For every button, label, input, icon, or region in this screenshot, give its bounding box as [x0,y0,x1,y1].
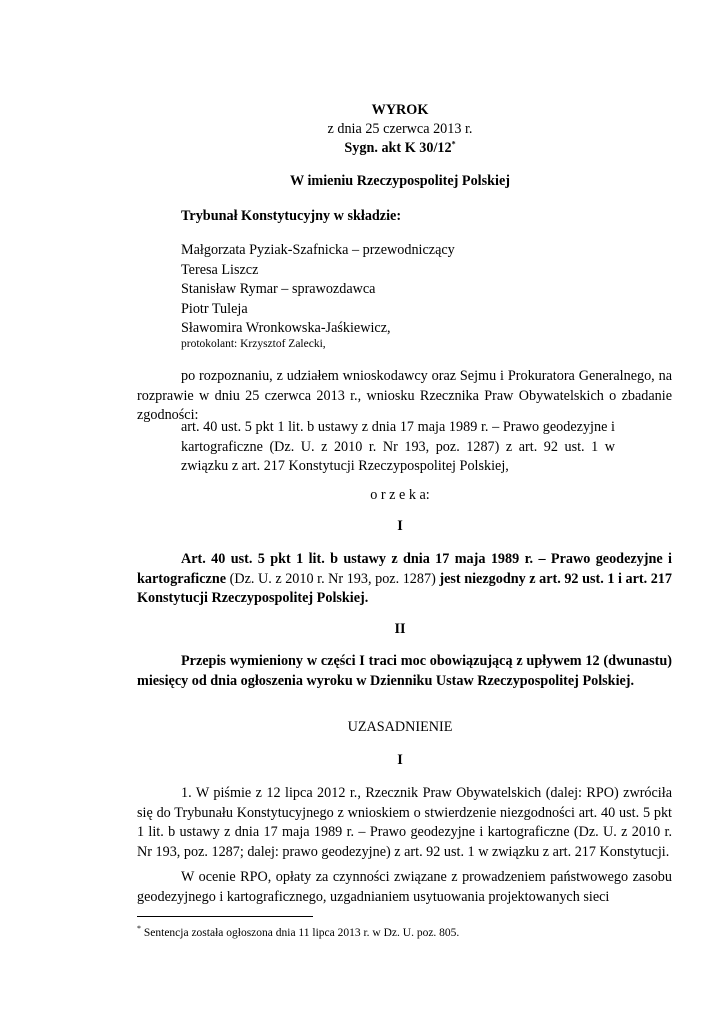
ruling-part-2-text: Przepis wymieniony w części I traci moc obowiązującą z upływem 12 (dwunastu) miesięcy od dnia ogłoszenia wyroku w Dzienniku Ustaw Rzeczypospolitej Polskiej. [137,653,672,689]
composition-intro: Trybunał Konstytucyjny w składzie: [181,208,402,224]
ruling-part-1-text: Art. 40 ust. 5 pkt 1 lit. b ustawy z dnia 17 maja 1989 r. – Prawo geodezyjne i kartograficzne (Dz. U. z 2010 r. Nr 193, poz. 1287) jest niezgodny z art. 92 ust. 1 i art. 217 Konstytucji Rzeczypospolitej Polskiej. [137,551,672,607]
justification-heading: UZASADNIENIE [347,719,453,735]
member-line: Stanisław Rymar – sprawozdawca [181,281,376,298]
member-line: Sławomira Wronkowska-Jaśkiewicz, [181,320,391,337]
members-list [181,241,455,339]
member-line: Piotr Tuleja [181,300,248,317]
in-name-heading: W imieniu Rzeczypospolitej Polskiej [289,173,511,189]
document-title: WYROK [371,102,429,118]
proceedings-paragraph: po rozpoznaniu, z udziałem wnioskodawcy oraz Sejmu i Prokuratora Generalnego, na rozprawie w dniu 25 czerwca 2013 r., wniosku Rzecznika Praw Obywatelskich o zbadanie zgodności: [137,368,672,424]
ruling-word: o r z e k a: [370,487,430,503]
clerk-line: protokolant: Krzysztof Zalecki, [181,338,326,350]
footnote-separator [137,916,313,917]
ruling-part-1-heading: I [397,518,403,534]
document-date: z dnia 25 czerwca 2013 r. [327,121,473,137]
footnote: * Sentencja została ogłoszona dnia 11 lipca 2013 r. w Dz. U. poz. 805. [137,924,460,939]
member-line: Małgorzata Pyziak-Szafnicka – przewodniczący [181,242,455,258]
review-subject: art. 40 ust. 5 pkt 1 lit. b ustawy z dnia 17 maja 1989 r. – Prawo geodezyjne i kartograficzne (Dz. U. z 2010 r. Nr 193, poz. 1287) z art. 92 ust. 1 w związku z art. 217 Konstytucji Rzeczypospolitej Polskiej, [181,419,615,475]
ruling-part-2-heading: II [394,621,406,637]
case-signature: Sygn. akt K 30/12* [344,139,456,156]
justification-paragraph-2: W ocenie RPO, opłaty za czynności związane z prowadzeniem państwowego zasobu geodezyjnego i kartograficznego, uzgadnianiem usytuowania projektowanych sieci [137,869,672,905]
justification-paragraph-1: 1. W piśmie z 12 lipca 2012 r., Rzecznik Praw Obywatelskich (dalej: RPO) zwróciła się do Trybunału Konstytucyjnego z wnioskiem o stwierdzenie niezgodności art. 40 ust. 5 pkt 1 lit. b ustawy z dnia 17 maja 1989 r. – Prawo geodezyjne i kartograficzne (Dz. U. z 2010 r. Nr 193, poz. 1287; dalej: prawo geodezyjne) z art. 92 ust. 1 w związku z art. 217 Konstytucji. [137,785,672,860]
footnote-reference-mark: * [451,139,456,149]
member-line: Teresa Liszcz [181,261,259,278]
footnote-mark: * [137,924,141,934]
justification-section-heading: I [397,752,403,768]
